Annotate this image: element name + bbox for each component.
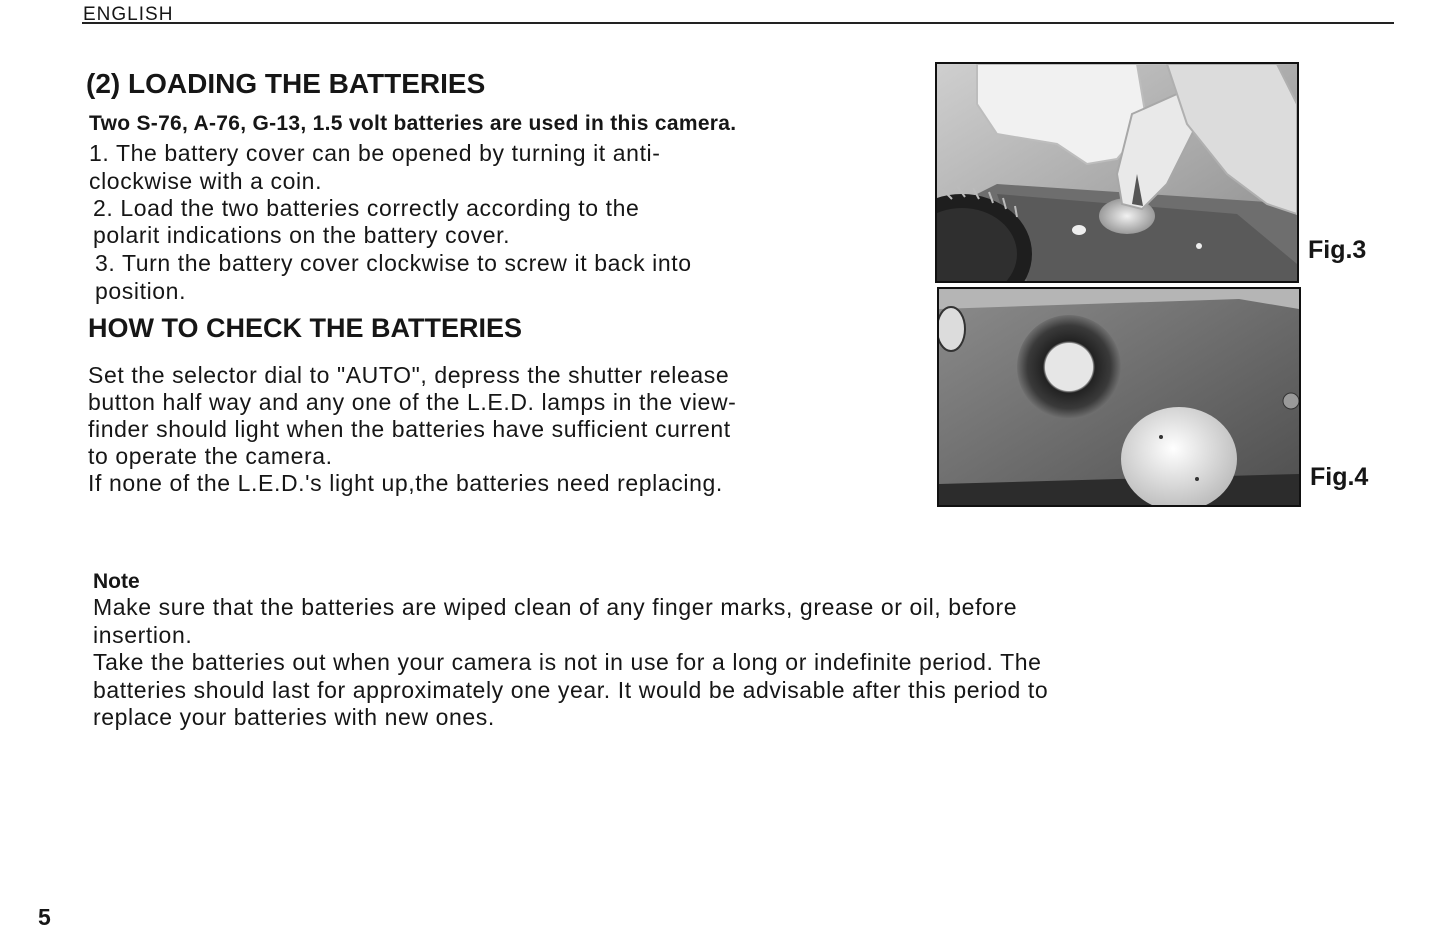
battery-type-lead: Two S-76, A-76, G-13, 1.5 volt batteries are used in this camera. [89,112,737,135]
check-line-2: button half way and any one of the L.E.D. lamps in the view- [88,389,737,415]
step-3-line-1: 3. Turn the battery cover clockwise to screw it back into [95,250,692,276]
check-section-title: HOW TO CHECK THE BATTERIES [88,313,523,343]
figure-4-photo [937,287,1301,507]
note-line-4: batteries should last for approximately one year. It would be advisable after this period to [93,677,1049,703]
note-line-3: Take the batteries out when your camera is not in use for a long or indefinite period. The [93,649,1042,675]
page-number: 5 [38,904,51,930]
check-line-3: finder should light when the batteries have sufficient current [88,416,731,442]
figure-3-photo [935,62,1299,283]
check-line-4: to operate the camera. [88,443,333,469]
step-1-line-2: clockwise with a coin. [89,168,323,194]
note-title: Note [93,570,140,593]
note-line-1: Make sure that the batteries are wiped clean of any finger marks, grease or oil, before [93,594,1018,620]
note-line-2: insertion. [93,622,193,648]
step-3-line-2: position. [95,278,187,304]
header-language-label: ENGLISH [83,4,174,25]
loading-section-title: (2) LOADING THE BATTERIES [86,68,486,99]
figure-3-label: Fig.3 [1308,236,1367,264]
step-2-line-2: polarit indications on the battery cover. [93,222,511,248]
step-1-line-1: 1. The battery cover can be opened by turning it anti- [89,140,661,166]
header-divider [82,22,1394,24]
check-line-5: If none of the L.E.D.'s light up,the batteries need replacing. [88,470,723,496]
step-2-line-1: 2. Load the two batteries correctly according to the [93,195,640,221]
check-line-1: Set the selector dial to "AUTO", depress the shutter release [88,362,730,388]
note-line-5: replace your batteries with new ones. [93,704,495,730]
figure-4-label: Fig.4 [1310,463,1369,491]
